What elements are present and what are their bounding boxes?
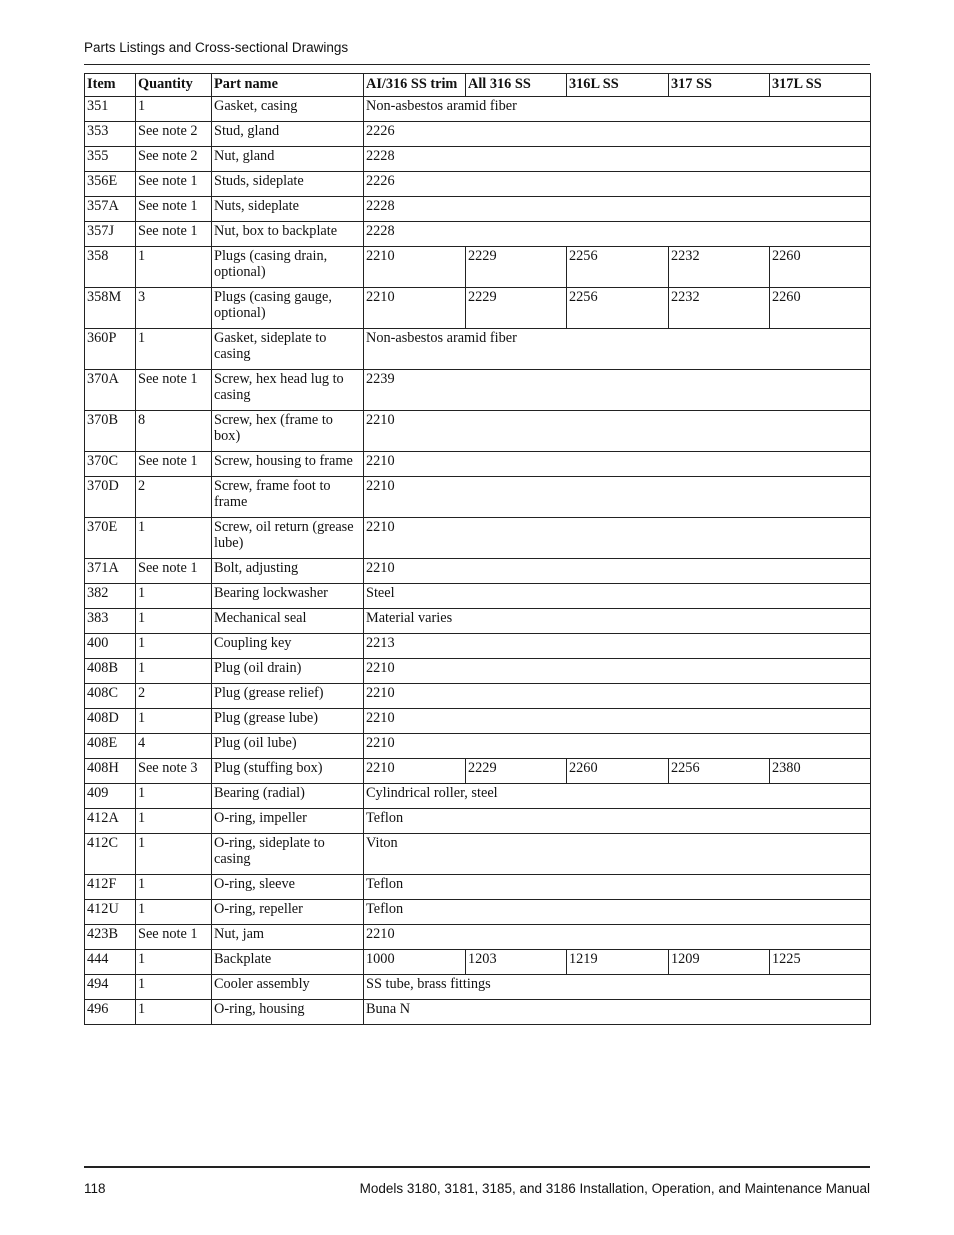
material-cell: SS tube, brass fittings (364, 975, 871, 1000)
footer-title: Models 3180, 3181, 3185, and 3186 Installation, Operation, and Maintenance Manual (359, 1181, 870, 1196)
material-cell: Non-asbestos aramid fiber (364, 97, 871, 122)
item-cell: 408H (85, 759, 136, 784)
quantity-cell: 1 (136, 247, 212, 288)
quantity-cell: 1 (136, 784, 212, 809)
item-cell: 408C (85, 684, 136, 709)
table-row (85, 659, 871, 684)
material-cell: 2228 (364, 197, 871, 222)
quantity-cell: 1 (136, 900, 212, 925)
header-rule (84, 64, 870, 65)
item-cell: 412F (85, 875, 136, 900)
item-cell: 370D (85, 477, 136, 518)
part-name-cell: Gasket, casing (212, 97, 364, 122)
material-cell: 2228 (364, 222, 871, 247)
material-cell: 2210 (364, 684, 871, 709)
material-cell: 1225 (770, 950, 871, 975)
material-cell: 2256 (567, 288, 669, 329)
quantity-cell: 2 (136, 684, 212, 709)
part-name-cell: Plug (grease relief) (212, 684, 364, 709)
material-cell: 2210 (364, 477, 871, 518)
quantity-cell: 1 (136, 975, 212, 1000)
material-cell: 2210 (364, 659, 871, 684)
part-name-cell: O-ring, sleeve (212, 875, 364, 900)
part-name-cell: Backplate (212, 950, 364, 975)
item-cell: 370C (85, 452, 136, 477)
material-cell: 2256 (567, 247, 669, 288)
quantity-cell: See note 1 (136, 452, 212, 477)
column-header-quantity: Quantity (136, 74, 212, 97)
material-cell: Material varies (364, 609, 871, 634)
table-row (85, 834, 871, 875)
column-header-ai316-ss-trim: AI/316 SS trim (364, 74, 466, 97)
item-cell: 357J (85, 222, 136, 247)
part-name-cell: O-ring, housing (212, 1000, 364, 1025)
quantity-cell: 1 (136, 659, 212, 684)
item-cell: 355 (85, 147, 136, 172)
item-cell: 412U (85, 900, 136, 925)
table-row (85, 809, 871, 834)
quantity-cell: See note 1 (136, 197, 212, 222)
table-row (85, 684, 871, 709)
item-cell: 351 (85, 97, 136, 122)
material-cell: 2232 (669, 247, 770, 288)
material-cell: 2226 (364, 122, 871, 147)
part-name-cell: Plug (grease lube) (212, 709, 364, 734)
part-name-cell: Plug (oil lube) (212, 734, 364, 759)
quantity-cell: 1 (136, 609, 212, 634)
material-cell: 2210 (364, 759, 466, 784)
material-cell: 2229 (466, 247, 567, 288)
part-name-cell: Screw, oil return (grease lube) (212, 518, 364, 559)
part-name-cell: Mechanical seal (212, 609, 364, 634)
quantity-cell: 1 (136, 875, 212, 900)
material-cell: 2380 (770, 759, 871, 784)
quantity-cell: See note 3 (136, 759, 212, 784)
item-cell: 408E (85, 734, 136, 759)
material-cell: 2256 (669, 759, 770, 784)
material-cell: 2210 (364, 452, 871, 477)
table-row (85, 452, 871, 477)
part-name-cell: Nut, gland (212, 147, 364, 172)
quantity-cell: 8 (136, 411, 212, 452)
quantity-cell: 1 (136, 809, 212, 834)
table-row (85, 925, 871, 950)
item-cell: 360P (85, 329, 136, 370)
quantity-cell: 1 (136, 584, 212, 609)
table-row (85, 784, 871, 809)
part-name-cell: Screw, housing to frame (212, 452, 364, 477)
table-row (85, 875, 871, 900)
item-cell: 408B (85, 659, 136, 684)
material-cell: 2228 (364, 147, 871, 172)
part-name-cell: Plug (stuffing box) (212, 759, 364, 784)
material-cell: 2210 (364, 559, 871, 584)
item-cell: 409 (85, 784, 136, 809)
material-cell: 2210 (364, 411, 871, 452)
part-name-cell: Nut, box to backplate (212, 222, 364, 247)
item-cell: 400 (85, 634, 136, 659)
quantity-cell: See note 1 (136, 370, 212, 411)
material-cell: 2260 (770, 247, 871, 288)
part-name-cell: Cooler assembly (212, 975, 364, 1000)
item-cell: 357A (85, 197, 136, 222)
item-cell: 423B (85, 925, 136, 950)
item-cell: 383 (85, 609, 136, 634)
material-cell: 2213 (364, 634, 871, 659)
part-name-cell: Screw, hex (frame to box) (212, 411, 364, 452)
item-cell: 444 (85, 950, 136, 975)
quantity-cell: See note 2 (136, 122, 212, 147)
table-row (85, 97, 871, 122)
running-head: Parts Listings and Cross-sectional Drawings (84, 40, 349, 55)
column-header-item: Item (85, 74, 136, 97)
part-name-cell: Studs, sideplate (212, 172, 364, 197)
parts-table (84, 73, 871, 1025)
material-cell: Non-asbestos aramid fiber (364, 329, 871, 370)
material-cell: 2210 (364, 734, 871, 759)
material-cell: Teflon (364, 900, 871, 925)
part-name-cell: Screw, hex head lug to casing (212, 370, 364, 411)
item-cell: 358M (85, 288, 136, 329)
material-cell: Steel (364, 584, 871, 609)
table-body (85, 97, 871, 1025)
quantity-cell: See note 1 (136, 559, 212, 584)
table-row (85, 900, 871, 925)
material-cell: Teflon (364, 875, 871, 900)
item-cell: 496 (85, 1000, 136, 1025)
table-row (85, 734, 871, 759)
material-cell: 2210 (364, 518, 871, 559)
quantity-cell: See note 1 (136, 925, 212, 950)
part-name-cell: O-ring, sideplate to casing (212, 834, 364, 875)
table-row (85, 288, 871, 329)
column-header-all-316-ss: All 316 SS (466, 74, 567, 97)
item-cell: 412C (85, 834, 136, 875)
item-cell: 370E (85, 518, 136, 559)
part-name-cell: Stud, gland (212, 122, 364, 147)
quantity-cell: 1 (136, 950, 212, 975)
table-row (85, 247, 871, 288)
table-row (85, 709, 871, 734)
part-name-cell: Plug (oil drain) (212, 659, 364, 684)
part-name-cell: Plugs (casing gauge, optional) (212, 288, 364, 329)
quantity-cell: 1 (136, 518, 212, 559)
part-name-cell: Plugs (casing drain, optional) (212, 247, 364, 288)
item-cell: 358 (85, 247, 136, 288)
table-row (85, 147, 871, 172)
part-name-cell: Coupling key (212, 634, 364, 659)
item-cell: 353 (85, 122, 136, 147)
quantity-cell: 1 (136, 329, 212, 370)
table-row (85, 122, 871, 147)
table-row (85, 584, 871, 609)
material-cell: 2229 (466, 288, 567, 329)
table-row (85, 222, 871, 247)
table-row (85, 477, 871, 518)
table-row (85, 634, 871, 659)
table-row (85, 950, 871, 975)
quantity-cell: 1 (136, 634, 212, 659)
item-cell: 382 (85, 584, 136, 609)
material-cell: 2260 (770, 288, 871, 329)
table-row (85, 559, 871, 584)
table-row (85, 172, 871, 197)
page-number: 118 (84, 1181, 106, 1196)
material-cell: 1000 (364, 950, 466, 975)
column-header-317-ss: 317 SS (669, 74, 770, 97)
material-cell: Viton (364, 834, 871, 875)
table-row (85, 370, 871, 411)
material-cell: 1203 (466, 950, 567, 975)
part-name-cell: Nuts, sideplate (212, 197, 364, 222)
material-cell: Buna N (364, 1000, 871, 1025)
table-row (85, 609, 871, 634)
quantity-cell: See note 1 (136, 222, 212, 247)
quantity-cell: See note 1 (136, 172, 212, 197)
table-row (85, 518, 871, 559)
column-header-part-name: Part name (212, 74, 364, 97)
part-name-cell: O-ring, impeller (212, 809, 364, 834)
table-row (85, 975, 871, 1000)
material-cell: 1209 (669, 950, 770, 975)
material-cell: Cylindrical roller, steel (364, 784, 871, 809)
material-cell: Teflon (364, 809, 871, 834)
part-name-cell: Bearing (radial) (212, 784, 364, 809)
column-header-317l-ss: 317L SS (770, 74, 871, 97)
item-cell: 370B (85, 411, 136, 452)
quantity-cell: 1 (136, 709, 212, 734)
quantity-cell: 1 (136, 834, 212, 875)
material-cell: 2210 (364, 288, 466, 329)
table-row (85, 759, 871, 784)
material-cell: 2210 (364, 247, 466, 288)
part-name-cell: Gasket, sideplate to casing (212, 329, 364, 370)
quantity-cell: 1 (136, 1000, 212, 1025)
table-header-row (85, 74, 871, 97)
item-cell: 412A (85, 809, 136, 834)
part-name-cell: Bearing lockwasher (212, 584, 364, 609)
part-name-cell: Screw, frame foot to frame (212, 477, 364, 518)
quantity-cell: 4 (136, 734, 212, 759)
material-cell: 2210 (364, 709, 871, 734)
part-name-cell: Bolt, adjusting (212, 559, 364, 584)
item-cell: 408D (85, 709, 136, 734)
material-cell: 2226 (364, 172, 871, 197)
material-cell: 2210 (364, 925, 871, 950)
quantity-cell: 2 (136, 477, 212, 518)
material-cell: 1219 (567, 950, 669, 975)
material-cell: 2260 (567, 759, 669, 784)
table-row (85, 411, 871, 452)
part-name-cell: Nut, jam (212, 925, 364, 950)
quantity-cell: See note 2 (136, 147, 212, 172)
quantity-cell: 1 (136, 97, 212, 122)
footer-rule (84, 1166, 870, 1168)
material-cell: 2239 (364, 370, 871, 411)
table-row (85, 329, 871, 370)
item-cell: 356E (85, 172, 136, 197)
table-row (85, 197, 871, 222)
column-header-316l-ss: 316L SS (567, 74, 669, 97)
material-cell: 2232 (669, 288, 770, 329)
item-cell: 494 (85, 975, 136, 1000)
part-name-cell: O-ring, repeller (212, 900, 364, 925)
material-cell: 2229 (466, 759, 567, 784)
quantity-cell: 3 (136, 288, 212, 329)
item-cell: 370A (85, 370, 136, 411)
item-cell: 371A (85, 559, 136, 584)
table-row (85, 1000, 871, 1025)
